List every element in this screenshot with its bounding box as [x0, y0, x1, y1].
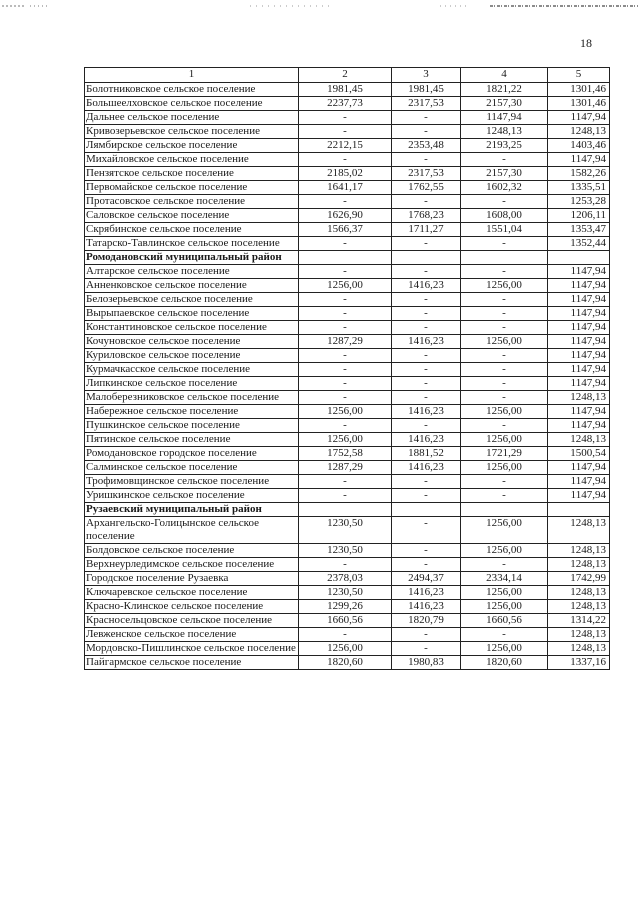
- value-cell: [392, 251, 461, 265]
- value-cell: 1256,00: [461, 461, 548, 475]
- value-cell: 1256,00: [299, 279, 392, 293]
- value-cell: 2193,25: [461, 139, 548, 153]
- value-cell: -: [461, 391, 548, 405]
- value-cell: -: [392, 153, 461, 167]
- value-cell: 1248,13: [548, 517, 610, 544]
- scan-artifact-marks: [0, 2, 640, 10]
- value-cell: -: [461, 419, 548, 433]
- settlement-name: Белозерьевское сельское поселение: [85, 293, 299, 307]
- value-cell: -: [461, 558, 548, 572]
- value-cell: 1416,23: [392, 461, 461, 475]
- value-cell: 1742,99: [548, 572, 610, 586]
- value-cell: -: [392, 544, 461, 558]
- table-row: [85, 433, 610, 447]
- value-cell: 1566,37: [299, 223, 392, 237]
- value-cell: 1256,00: [461, 405, 548, 419]
- value-cell: [392, 503, 461, 517]
- value-cell: -: [392, 517, 461, 544]
- value-cell: 1256,00: [461, 279, 548, 293]
- table-row: [85, 614, 610, 628]
- settlement-name: Дальнее сельское поселение: [85, 111, 299, 125]
- value-cell: -: [299, 307, 392, 321]
- table-row: [85, 139, 610, 153]
- table-row: [85, 153, 610, 167]
- value-cell: 1353,47: [548, 223, 610, 237]
- value-cell: 1147,94: [548, 265, 610, 279]
- value-cell: 1256,00: [461, 586, 548, 600]
- value-cell: 1147,94: [548, 321, 610, 335]
- settlement-name: Набережное сельское поселение: [85, 405, 299, 419]
- value-cell: 1256,00: [461, 517, 548, 544]
- value-cell: 1301,46: [548, 83, 610, 97]
- table-row: [85, 83, 610, 97]
- value-cell: 1147,94: [548, 279, 610, 293]
- value-cell: 1416,23: [392, 433, 461, 447]
- settlement-name: Протасовское сельское поселение: [85, 195, 299, 209]
- value-cell: 1820,79: [392, 614, 461, 628]
- value-cell: 1500,54: [548, 447, 610, 461]
- table-row: [85, 377, 610, 391]
- column-header: 1: [85, 68, 299, 83]
- value-cell: -: [461, 349, 548, 363]
- value-cell: -: [299, 237, 392, 251]
- value-cell: -: [392, 363, 461, 377]
- value-cell: -: [299, 321, 392, 335]
- settlement-name: Болотниковское сельское поселение: [85, 83, 299, 97]
- value-cell: [548, 251, 610, 265]
- settlement-name: Городское поселение Рузаевка: [85, 572, 299, 586]
- value-cell: 1337,16: [548, 656, 610, 670]
- district-section-row: [85, 251, 610, 265]
- value-cell: -: [299, 419, 392, 433]
- table-row: [85, 628, 610, 642]
- table-row: [85, 349, 610, 363]
- table-row: [85, 419, 610, 433]
- value-cell: -: [392, 489, 461, 503]
- value-cell: 1602,32: [461, 181, 548, 195]
- value-cell: 1147,94: [548, 153, 610, 167]
- value-cell: 1416,23: [392, 335, 461, 349]
- value-cell: 1660,56: [461, 614, 548, 628]
- table-row: [85, 517, 610, 544]
- value-cell: -: [461, 293, 548, 307]
- value-cell: 1147,94: [548, 419, 610, 433]
- value-cell: 2378,03: [299, 572, 392, 586]
- value-cell: 1248,13: [548, 558, 610, 572]
- value-cell: -: [461, 363, 548, 377]
- value-cell: 1416,23: [392, 405, 461, 419]
- value-cell: 1721,29: [461, 447, 548, 461]
- settlement-name: Кривозерьевское сельское поселение: [85, 125, 299, 139]
- value-cell: -: [392, 125, 461, 139]
- table-row: [85, 586, 610, 600]
- settlement-name: Ключаревское сельское поселение: [85, 586, 299, 600]
- value-cell: -: [392, 391, 461, 405]
- district-section-row: [85, 503, 610, 517]
- value-cell: 1641,17: [299, 181, 392, 195]
- value-cell: 1416,23: [392, 600, 461, 614]
- value-cell: 1147,94: [548, 349, 610, 363]
- value-cell: -: [299, 293, 392, 307]
- settlement-name: Кочуновское сельское поселение: [85, 335, 299, 349]
- table-row: [85, 125, 610, 139]
- value-cell: 1147,94: [548, 475, 610, 489]
- value-cell: 1147,94: [548, 461, 610, 475]
- value-cell: -: [392, 628, 461, 642]
- value-cell: 1314,22: [548, 614, 610, 628]
- value-cell: -: [461, 628, 548, 642]
- value-cell: -: [392, 321, 461, 335]
- table-row: [85, 265, 610, 279]
- value-cell: 1626,90: [299, 209, 392, 223]
- settlement-name: Малоберезниковское сельское поселение: [85, 391, 299, 405]
- value-cell: -: [299, 363, 392, 377]
- page-number: 18: [580, 36, 592, 50]
- table-row: [85, 544, 610, 558]
- value-cell: 2237,73: [299, 97, 392, 111]
- value-cell: [548, 503, 610, 517]
- value-cell: 1230,50: [299, 586, 392, 600]
- value-cell: 2157,30: [461, 167, 548, 181]
- value-cell: 1248,13: [548, 600, 610, 614]
- column-header: 2: [299, 68, 392, 83]
- value-cell: -: [392, 349, 461, 363]
- value-cell: 1256,00: [299, 433, 392, 447]
- table-header-row: [85, 68, 610, 83]
- value-cell: 1256,00: [299, 405, 392, 419]
- settlement-name: Пушкинское сельское поселение: [85, 419, 299, 433]
- settlement-name: Мордовско-Пишлинское сельское поселение: [85, 642, 299, 656]
- value-cell: -: [392, 111, 461, 125]
- settlement-name: Большеелховское сельское поселение: [85, 97, 299, 111]
- value-cell: -: [461, 489, 548, 503]
- value-cell: -: [461, 307, 548, 321]
- value-cell: 1752,58: [299, 447, 392, 461]
- value-cell: 1299,26: [299, 600, 392, 614]
- value-cell: [461, 251, 548, 265]
- value-cell: -: [299, 153, 392, 167]
- table-row: [85, 167, 610, 181]
- value-cell: 1248,13: [548, 586, 610, 600]
- settlement-name: Первомайское сельское поселение: [85, 181, 299, 195]
- value-cell: 2353,48: [392, 139, 461, 153]
- value-cell: -: [392, 377, 461, 391]
- table-row: [85, 279, 610, 293]
- value-cell: -: [392, 265, 461, 279]
- value-cell: 1821,22: [461, 83, 548, 97]
- table-row: [85, 475, 610, 489]
- value-cell: 1147,94: [548, 363, 610, 377]
- value-cell: -: [461, 153, 548, 167]
- table-row: [85, 195, 610, 209]
- settlement-name: Скрябинское сельское поселение: [85, 223, 299, 237]
- value-cell: 1248,13: [461, 125, 548, 139]
- value-cell: 1248,13: [548, 433, 610, 447]
- table-row: [85, 461, 610, 475]
- value-cell: -: [299, 111, 392, 125]
- table-row: [85, 447, 610, 461]
- value-cell: -: [461, 195, 548, 209]
- settlement-name: Красносельцовское сельское поселение: [85, 614, 299, 628]
- value-cell: -: [299, 475, 392, 489]
- settlement-name: Курмачкасское сельское поселение: [85, 363, 299, 377]
- value-cell: 1582,26: [548, 167, 610, 181]
- table-row: [85, 293, 610, 307]
- value-cell: 1981,45: [299, 83, 392, 97]
- settlement-name: Анненковское сельское поселение: [85, 279, 299, 293]
- value-cell: 1248,13: [548, 391, 610, 405]
- value-cell: 2157,30: [461, 97, 548, 111]
- value-cell: 1660,56: [299, 614, 392, 628]
- table-row: [85, 656, 610, 670]
- value-cell: 1248,13: [548, 628, 610, 642]
- value-cell: -: [392, 558, 461, 572]
- table-body: [85, 83, 610, 670]
- value-cell: -: [461, 377, 548, 391]
- value-cell: 1253,28: [548, 195, 610, 209]
- value-cell: -: [392, 293, 461, 307]
- table-row: [85, 572, 610, 586]
- settlement-name: Константиновское сельское поселение: [85, 321, 299, 335]
- settlement-name: Левженское сельское поселение: [85, 628, 299, 642]
- value-cell: 2185,02: [299, 167, 392, 181]
- value-cell: -: [299, 558, 392, 572]
- table-row: [85, 405, 610, 419]
- value-cell: 1416,23: [392, 586, 461, 600]
- settlement-name: Вырыпаевское сельское поселение: [85, 307, 299, 321]
- value-cell: -: [392, 419, 461, 433]
- value-cell: 1248,13: [548, 642, 610, 656]
- table-row: [85, 335, 610, 349]
- value-cell: -: [461, 321, 548, 335]
- district-name: Рузаевский муниципальный район: [85, 503, 299, 517]
- value-cell: 2317,53: [392, 167, 461, 181]
- value-cell: 1287,29: [299, 461, 392, 475]
- value-cell: 1352,44: [548, 237, 610, 251]
- value-cell: 1256,00: [461, 433, 548, 447]
- settlement-name: Михайловское сельское поселение: [85, 153, 299, 167]
- table-row: [85, 600, 610, 614]
- value-cell: 1416,23: [392, 279, 461, 293]
- value-cell: 1981,45: [392, 83, 461, 97]
- settlement-name: Ромодановское городское поселение: [85, 447, 299, 461]
- table-row: [85, 307, 610, 321]
- tariff-table: [84, 67, 610, 670]
- value-cell: 1551,04: [461, 223, 548, 237]
- value-cell: 1980,83: [392, 656, 461, 670]
- value-cell: -: [299, 628, 392, 642]
- value-cell: -: [299, 349, 392, 363]
- settlement-name: Алтарское сельское поселение: [85, 265, 299, 279]
- value-cell: 2494,37: [392, 572, 461, 586]
- value-cell: 1147,94: [548, 111, 610, 125]
- settlement-name: Саловское сельское поселение: [85, 209, 299, 223]
- settlement-name: Пятинское сельское поселение: [85, 433, 299, 447]
- settlement-name: Болдовское сельское поселение: [85, 544, 299, 558]
- table-row: [85, 363, 610, 377]
- value-cell: 1287,29: [299, 335, 392, 349]
- table-row: [85, 642, 610, 656]
- settlement-name: Красно-Клинское сельское поселение: [85, 600, 299, 614]
- value-cell: -: [299, 377, 392, 391]
- value-cell: -: [299, 391, 392, 405]
- value-cell: 1256,00: [461, 335, 548, 349]
- table-row: [85, 111, 610, 125]
- value-cell: -: [299, 489, 392, 503]
- settlement-name: Куриловское сельское поселение: [85, 349, 299, 363]
- value-cell: 1608,00: [461, 209, 548, 223]
- value-cell: 2334,14: [461, 572, 548, 586]
- value-cell: 1768,23: [392, 209, 461, 223]
- value-cell: 1762,55: [392, 181, 461, 195]
- table-row: [85, 237, 610, 251]
- table-row: [85, 223, 610, 237]
- value-cell: 1820,60: [461, 656, 548, 670]
- table-row: [85, 321, 610, 335]
- value-cell: -: [392, 307, 461, 321]
- value-cell: 1335,51: [548, 181, 610, 195]
- settlement-name: Татарско-Тавлинское сельское поселение: [85, 237, 299, 251]
- value-cell: 1711,27: [392, 223, 461, 237]
- table-row: [85, 181, 610, 195]
- value-cell: 1147,94: [548, 335, 610, 349]
- value-cell: -: [299, 125, 392, 139]
- value-cell: 1256,00: [461, 544, 548, 558]
- value-cell: 1230,50: [299, 544, 392, 558]
- table-row: [85, 97, 610, 111]
- value-cell: 1256,00: [461, 642, 548, 656]
- column-header: 4: [461, 68, 548, 83]
- value-cell: -: [299, 195, 392, 209]
- table-row: [85, 558, 610, 572]
- value-cell: 2212,15: [299, 139, 392, 153]
- value-cell: 1147,94: [548, 489, 610, 503]
- column-header: 3: [392, 68, 461, 83]
- value-cell: 1230,50: [299, 517, 392, 544]
- table-row: [85, 391, 610, 405]
- settlement-name: Уришкинское сельское поселение: [85, 489, 299, 503]
- value-cell: 1881,52: [392, 447, 461, 461]
- value-cell: -: [461, 237, 548, 251]
- settlement-name: Лямбирское сельское поселение: [85, 139, 299, 153]
- value-cell: 1248,13: [548, 544, 610, 558]
- table-row: [85, 489, 610, 503]
- value-cell: [299, 503, 392, 517]
- value-cell: [461, 503, 548, 517]
- value-cell: [299, 251, 392, 265]
- value-cell: -: [392, 642, 461, 656]
- settlement-name: Верхнеурледимское сельское поселение: [85, 558, 299, 572]
- value-cell: 1206,11: [548, 209, 610, 223]
- value-cell: 1147,94: [548, 293, 610, 307]
- value-cell: -: [461, 475, 548, 489]
- value-cell: 1147,94: [548, 307, 610, 321]
- column-header: 5: [548, 68, 610, 83]
- value-cell: 2317,53: [392, 97, 461, 111]
- value-cell: 1403,46: [548, 139, 610, 153]
- value-cell: 1256,00: [299, 642, 392, 656]
- district-name: Ромодановский муниципальный район: [85, 251, 299, 265]
- value-cell: -: [299, 265, 392, 279]
- value-cell: 1301,46: [548, 97, 610, 111]
- settlement-name: Пензятское сельское поселение: [85, 167, 299, 181]
- settlement-name: Липкинское сельское поселение: [85, 377, 299, 391]
- value-cell: 1256,00: [461, 600, 548, 614]
- settlement-name: Архангельско-Голицынское сельское поселение: [85, 517, 299, 544]
- value-cell: -: [461, 265, 548, 279]
- value-cell: -: [392, 195, 461, 209]
- settlement-name: Трофимовщинское сельское поселение: [85, 475, 299, 489]
- value-cell: 1248,13: [548, 125, 610, 139]
- value-cell: -: [392, 475, 461, 489]
- value-cell: 1820,60: [299, 656, 392, 670]
- settlement-name: Салминское сельское поселение: [85, 461, 299, 475]
- value-cell: 1147,94: [461, 111, 548, 125]
- value-cell: 1147,94: [548, 405, 610, 419]
- value-cell: 1147,94: [548, 377, 610, 391]
- table-row: [85, 209, 610, 223]
- settlement-name: Пайгармское сельское поселение: [85, 656, 299, 670]
- value-cell: -: [392, 237, 461, 251]
